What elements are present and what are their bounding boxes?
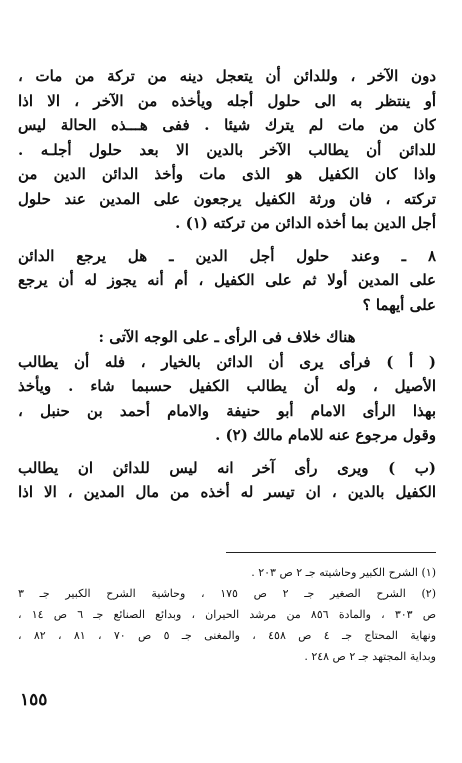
text-line: للدائن أن يطالب الآخر بالدين الا بعد حلول أجلـه .	[18, 140, 436, 159]
footnote-line: وبداية المجتهد جـ ٢ ص ٢٤٨ .	[304, 650, 436, 663]
text-line: كان من مات لم يترك شيئا . ففى هـــذه الحالة ليس	[18, 116, 436, 134]
paragraph-gap	[18, 448, 436, 456]
footnote-line: (٢) الشرح الصغير جـ ٢ ص ١٧٥ ، وحاشية الشرح الكبير جـ ٣	[18, 587, 436, 600]
main-text	[18, 64, 436, 505]
footnote-line: ص ٣٠٣ ، والمادة ٨٥٦ من مرشد الحيران ، وبدائع الصنائع جـ ٦ ص ١٤ ،	[18, 608, 436, 621]
section-heading: هناك خلاف فى الرأى ـ على الوجه الآتى :	[98, 328, 356, 346]
footnote-divider	[226, 552, 436, 553]
page-number: ١٥٥	[20, 690, 48, 710]
text-line: الأصيل ، وله أن يطالب الكفيل حسبما شاء . ويأخذ	[18, 377, 436, 395]
text-line: وقول مرجوع عنه للامام مالك (٢) .	[215, 426, 436, 444]
footnotes	[18, 562, 436, 667]
text-line: أجل الدين بما أخذه الدائن من تركته (١) .	[175, 214, 436, 232]
text-line: أو ينتظر به الى حلول أجله ويأخذه من الآخر ، الا اذا	[18, 91, 436, 110]
text-line: (ب ) ويرى رأى آخر انه ليس للدائن ان يطالب	[18, 458, 436, 477]
text-line: على المدين أولا ثم على الكفيل ، أم أنه يجوز له أن يرجع	[18, 271, 436, 289]
text-line: دون الآخر ، وللدائن أن يتعجل دينه من تركة من مات ،	[18, 67, 436, 85]
paragraph-gap	[18, 236, 436, 244]
text-line: ( أ ) فرأى يرى أن الدائن بالخيار ، فله أن يطالب	[18, 352, 436, 371]
text-line: تركته ، فان ورثة الكفيل يرجعون على المدين عند حلول	[18, 189, 436, 208]
text-line: بهذا الرأى الامام أبو حنيفة والامام أحمد بن حنبل ،	[18, 401, 436, 420]
text-line: على أيهما ؟	[362, 295, 436, 314]
text-line: الكفيل بالدين ، ان تيسر له أخذه من مال المدين ، الا اذا	[18, 483, 436, 501]
footnote-line: (١) الشرح الكبير وحاشيته جـ ٢ ص ٢٠٣ .	[251, 566, 436, 579]
paragraph-gap	[18, 317, 436, 325]
footnote-line: ونهاية المحتاج جـ ٤ ص ٤٥٨ ، والمغنى جـ ٥ ص ٧٠ ، ٨١ ، ٨٢ ،	[18, 629, 436, 642]
text-line: واذا كان الكفيل هو الذى مات وأخذ الدائن الدين من	[18, 165, 436, 183]
text-line: ٨ ـ وعند حلول أجل الدين ـ هل يرجع الدائن	[18, 246, 436, 265]
